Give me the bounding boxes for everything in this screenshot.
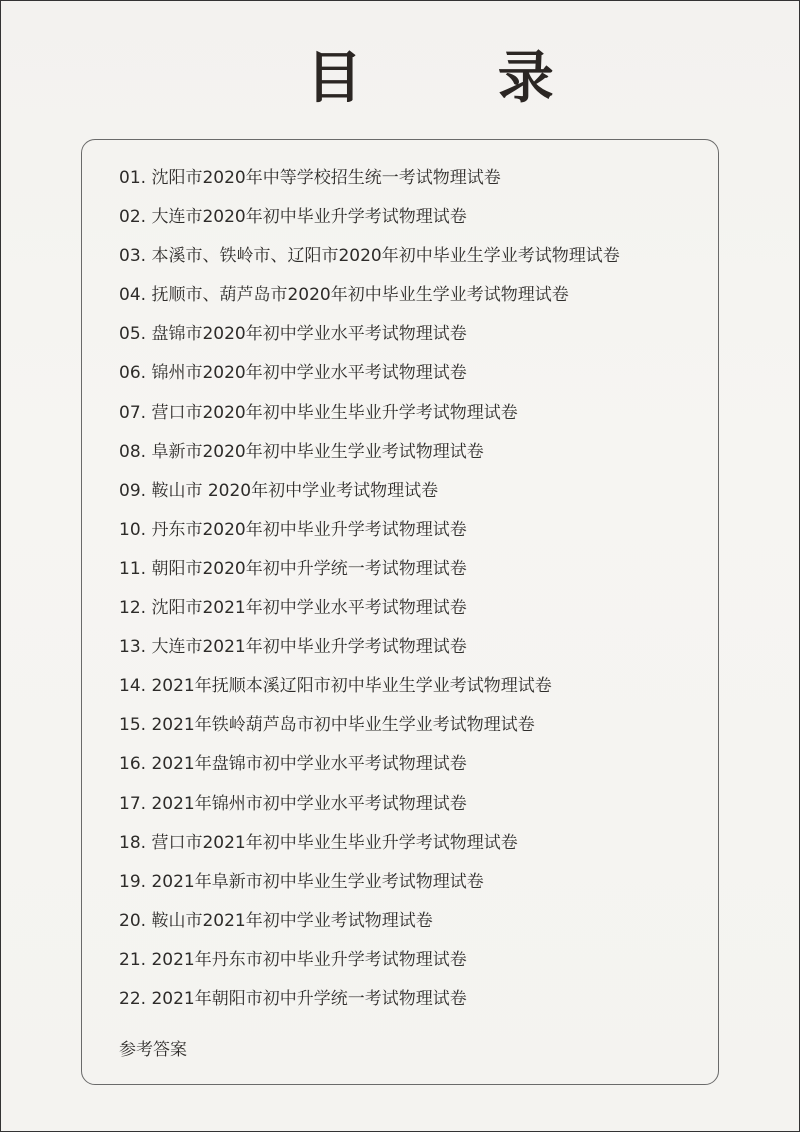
toc-item-number: 05. xyxy=(119,324,147,345)
toc-item-title: 营口市2020年初中毕业生毕业升学考试物理试卷 xyxy=(151,402,518,423)
toc-item[interactable] xyxy=(119,237,620,276)
toc-item-number: 07. xyxy=(119,402,147,423)
toc-item-title: 丹东市2020年初中毕业升学考试物理试卷 xyxy=(151,519,467,540)
toc-item[interactable] xyxy=(119,433,620,472)
toc-item-number: 10. xyxy=(119,519,147,540)
toc-item-number: 01. xyxy=(119,168,147,188)
toc-item[interactable] xyxy=(119,824,620,863)
toc-item-number: 14. xyxy=(119,676,147,697)
toc-item-title: 2021年抚顺本溪辽阳市初中毕业生学业考试物理试卷 xyxy=(151,676,552,697)
toc-item-title: 沈阳市2020年中等学校招生统一考试物理试卷 xyxy=(151,168,501,188)
toc-item-title: 锦州市2020年初中学业水平考试物理试卷 xyxy=(151,363,467,384)
toc-item[interactable] xyxy=(119,863,620,902)
toc-item[interactable] xyxy=(119,354,620,393)
toc-item-title: 本溪市、铁岭市、辽阳市2020年初中毕业生学业考试物理试卷 xyxy=(151,246,620,267)
toc-item-title: 2021年阜新市初中毕业生学业考试物理试卷 xyxy=(151,871,484,892)
toc-item-number: 16. xyxy=(119,754,147,775)
toc-item-number: 02. xyxy=(119,207,147,228)
toc-item[interactable] xyxy=(119,276,620,315)
toc-item[interactable] xyxy=(119,511,620,550)
toc-item-number: 17. xyxy=(119,793,147,814)
toc-item[interactable] xyxy=(119,159,620,198)
toc-item-number: 11. xyxy=(119,558,147,579)
toc-item-title: 抚顺市、葫芦岛市2020年初中毕业生学业考试物理试卷 xyxy=(151,285,569,306)
page-title: 目 录 xyxy=(306,46,612,111)
toc-item-number: 15. xyxy=(119,715,147,736)
toc-item-title: 朝阳市2020年初中升学统一考试物理试卷 xyxy=(151,558,467,579)
toc-item-title: 盘锦市2020年初中学业水平考试物理试卷 xyxy=(151,324,467,345)
toc-item-title: 鞍山市 2020年初中学业考试物理试卷 xyxy=(151,480,439,501)
toc-item-number: 04. xyxy=(119,285,147,306)
toc-item-number: 18. xyxy=(119,832,147,853)
toc-item-title: 2021年朝阳市初中升学统一考试物理试卷 xyxy=(151,988,467,1009)
toc-item-title: 2021年丹东市初中毕业升学考试物理试卷 xyxy=(151,949,467,970)
toc-item-number: 12. xyxy=(119,598,147,619)
toc-item-title: 营口市2021年初中毕业生毕业升学考试物理试卷 xyxy=(151,832,518,853)
toc-item[interactable] xyxy=(119,745,620,784)
toc-item[interactable] xyxy=(119,667,620,706)
toc-item-title: 鞍山市2021年初中学业考试物理试卷 xyxy=(151,910,433,931)
toc-item-title: 阜新市2020年初中毕业生学业考试物理试卷 xyxy=(151,441,484,462)
toc-item-title: 2021年铁岭葫芦岛市初中毕业生学业考试物理试卷 xyxy=(151,715,535,736)
toc-item-title: 大连市2021年初中毕业升学考试物理试卷 xyxy=(151,637,467,658)
toc-item[interactable] xyxy=(119,628,620,667)
toc-item-number: 20. xyxy=(119,910,147,931)
toc-item-title: 2021年盘锦市初中学业水平考试物理试卷 xyxy=(151,754,467,775)
answers-link[interactable]: 参考答案 xyxy=(119,1040,187,1060)
toc-item[interactable] xyxy=(119,941,620,980)
toc-item-number: 21. xyxy=(119,949,147,970)
toc-item-number: 19. xyxy=(119,871,147,892)
toc-item-title: 沈阳市2021年初中学业水平考试物理试卷 xyxy=(151,598,467,619)
toc-item[interactable] xyxy=(119,198,620,237)
toc-item-number: 08. xyxy=(119,441,147,462)
toc-item[interactable] xyxy=(119,472,620,511)
toc-item[interactable] xyxy=(119,706,620,745)
toc-item[interactable] xyxy=(119,785,620,824)
toc-item-title: 大连市2020年初中毕业升学考试物理试卷 xyxy=(151,207,467,228)
toc-item[interactable] xyxy=(119,394,620,433)
toc-item-title: 2021年锦州市初中学业水平考试物理试卷 xyxy=(151,793,467,814)
toc-item-number: 06. xyxy=(119,363,147,384)
toc-item-number: 09. xyxy=(119,480,147,501)
toc-item[interactable] xyxy=(119,980,620,1019)
toc-item[interactable] xyxy=(119,315,620,354)
toc-list xyxy=(119,159,620,1019)
toc-item[interactable] xyxy=(119,550,620,589)
toc-item-number: 03. xyxy=(119,246,147,267)
toc-item-number: 22. xyxy=(119,988,147,1009)
toc-item-number: 13. xyxy=(119,637,147,658)
toc-item[interactable] xyxy=(119,902,620,941)
toc-item[interactable] xyxy=(119,589,620,628)
